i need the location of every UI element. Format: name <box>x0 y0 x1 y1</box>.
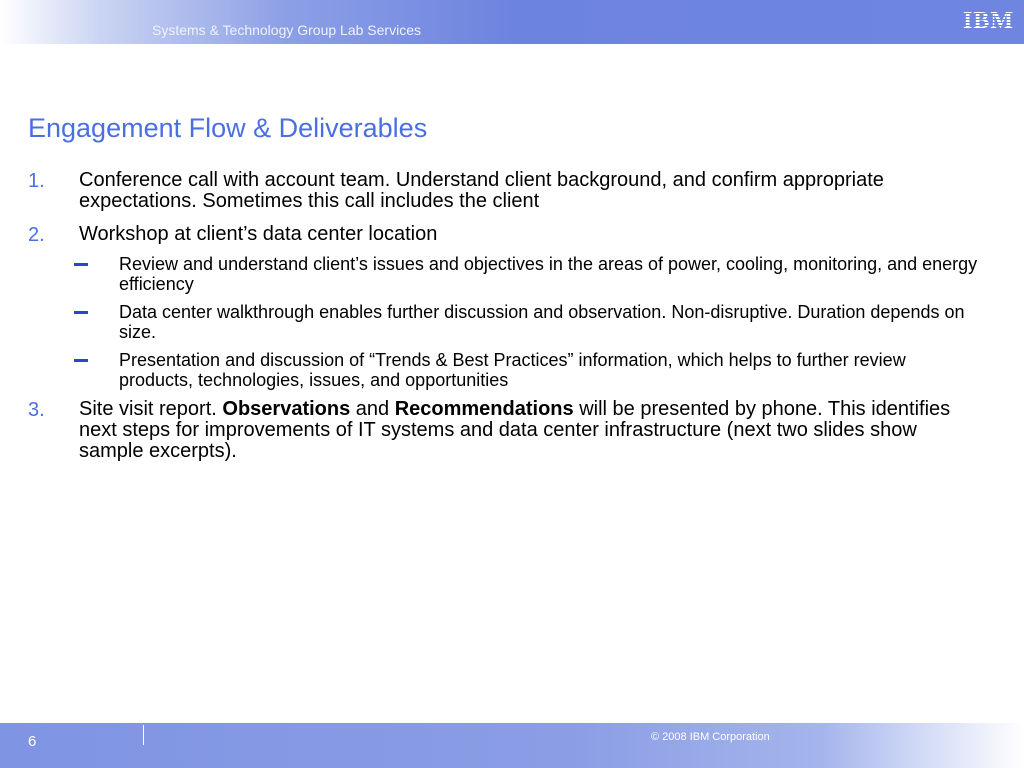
footer-bar <box>0 723 1024 768</box>
item-text: Workshop at client’s data center location <box>79 223 438 245</box>
header-bar <box>0 0 1024 44</box>
item-number: 2. <box>28 224 45 246</box>
list-item-2 <box>0 224 1024 390</box>
text-segment: will be presented by phone. This identifies next steps for improvements of IT systems and data center infrastructure (next two slides show sample excerpts). <box>79 398 951 462</box>
dash-bullet-icon <box>74 263 88 266</box>
dash-bullet-icon <box>74 311 88 314</box>
item-text: Conference call with account team. Understand client background, and confirm appropriate expectations. Sometimes this call includes the client <box>79 169 884 212</box>
sub-item-text: Review and understand client’s issues and objectives in the areas of power, cooling, monitoring, and energy efficiency <box>119 254 978 294</box>
sub-item <box>0 254 1024 294</box>
list-item-1 <box>0 170 1024 212</box>
sub-item <box>0 350 1024 390</box>
dash-bullet-icon <box>74 359 88 362</box>
recommendations-bold: Recommendations <box>394 398 574 420</box>
list-item-3 <box>0 399 1024 462</box>
text-segment: Site visit report. <box>79 398 223 420</box>
sub-item-text: Data center walkthrough enables further discussion and observation. Non-disruptive. Duration depends on size. <box>119 302 965 342</box>
item-number: 3. <box>28 399 45 421</box>
slide-title: Engagement Flow & Deliverables <box>28 113 428 143</box>
footer-divider <box>143 725 144 745</box>
sub-item <box>0 302 1024 342</box>
slide-content <box>0 170 1024 462</box>
observations-bold: Observations <box>222 398 351 420</box>
text-segment: and <box>350 398 395 420</box>
header-title: Systems & Technology Group Lab Services <box>152 22 421 38</box>
ibm-logo: IBM <box>963 8 1014 34</box>
item-text <box>79 399 974 462</box>
page-number: 6 <box>28 733 37 750</box>
item-number: 1. <box>28 170 45 192</box>
sub-item-text: Presentation and discussion of “Trends & Best Practices” information, which helps to further review products, technologies, issues, and opportunities <box>119 350 906 390</box>
copyright-text: © 2008 IBM Corporation <box>651 731 770 743</box>
